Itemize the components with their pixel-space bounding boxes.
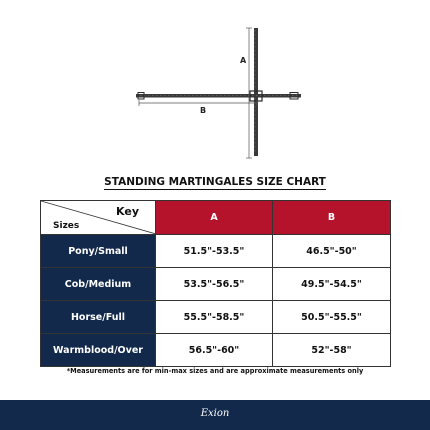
table-row xyxy=(41,235,391,268)
chart-title xyxy=(0,176,430,188)
table-header-row xyxy=(41,201,391,235)
cell-a: 56.5"-60" xyxy=(156,334,273,367)
row-label-warmblood-over: Warmblood/Over xyxy=(41,334,156,367)
vertical-strap xyxy=(254,28,258,156)
sizes-label: Sizes xyxy=(53,221,80,231)
label-b: B xyxy=(200,106,207,115)
cell-b: 50.5"-55.5" xyxy=(273,301,391,334)
table-corner-cell xyxy=(41,201,156,235)
brand-logo: Exion xyxy=(200,408,230,419)
footnote: *Measurements are for min-max sizes and are approximate measurements only xyxy=(66,367,364,375)
cell-b: 49.5"-54.5" xyxy=(273,268,391,301)
row-label-pony-small: Pony/Small xyxy=(41,235,156,268)
footer-bar xyxy=(0,400,430,430)
martingale-diagram xyxy=(0,0,430,165)
cell-a: 55.5"-58.5" xyxy=(156,301,273,334)
martingale-illustration xyxy=(0,0,430,165)
cell-b: 46.5"-50" xyxy=(273,235,391,268)
chart-title-text: STANDING MARTINGALES SIZE CHART xyxy=(104,176,326,188)
cell-b: 52"-58" xyxy=(273,334,391,367)
row-label-horse-full: Horse/Full xyxy=(41,301,156,334)
table-row xyxy=(41,268,391,301)
table-row xyxy=(41,301,391,334)
cell-a: 53.5"-56.5" xyxy=(156,268,273,301)
label-a: A xyxy=(240,56,247,65)
key-label: Key xyxy=(116,205,139,218)
row-label-cob-medium: Cob/Medium xyxy=(41,268,156,301)
table-row xyxy=(41,334,391,367)
column-header-a: A xyxy=(156,201,273,235)
column-header-b: B xyxy=(273,201,391,235)
cell-a: 51.5"-53.5" xyxy=(156,235,273,268)
size-table xyxy=(40,200,391,367)
